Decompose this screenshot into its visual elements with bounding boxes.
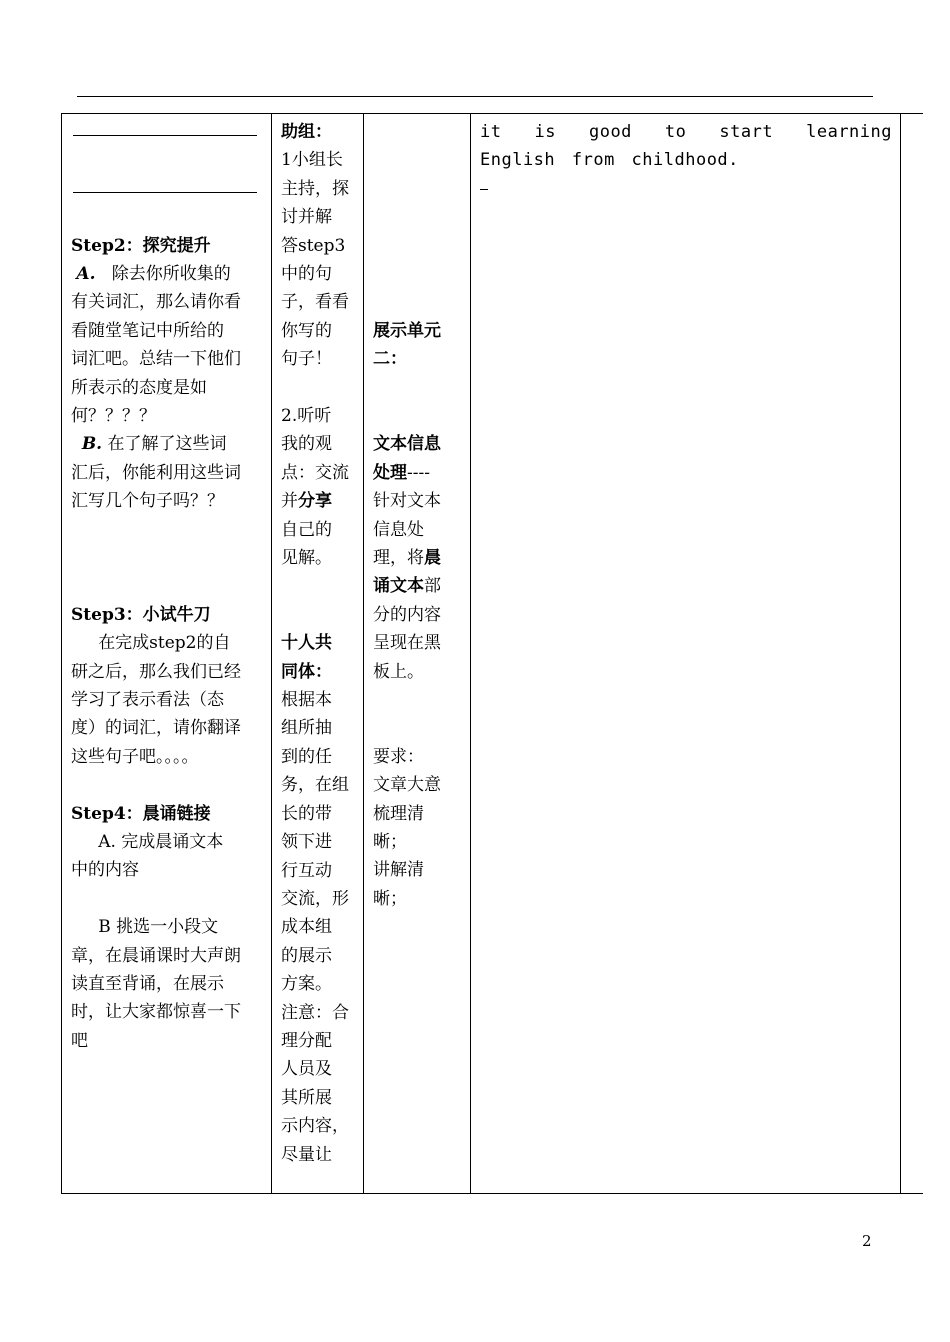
requirement-line: 文章大意 [373,775,441,796]
step4-a-line: A. 完成晨诵文本 [98,832,224,853]
share-line: 点：交流 [281,462,349,483]
step2-a-line: 有关词汇，那么请你看 [71,292,241,313]
header-rule [77,96,873,97]
column-notes [471,114,901,1194]
team-line: 示内容， [281,1116,349,1137]
requirement-line: 梳理清 [373,803,424,824]
text-processing-line: 理，将晨 [373,547,441,568]
column-group-work [272,114,364,1194]
step3-line: 研之后，那么我们已经 [71,661,241,682]
step3-heading: Step3：小试牛刀 [71,604,211,625]
step2-a-line: 词汇吧。总结一下他们 [71,349,241,370]
team-line: 组所抽 [281,718,332,739]
team-line: 尽量让 [281,1144,332,1165]
team-title: 同体： [281,661,332,682]
share-line: 并分享 [281,491,332,512]
group-line: 子，看看 [281,292,349,313]
team-line: 务，在组 [281,775,349,796]
step2-a-line: 所表示的态度是如 [71,377,207,398]
team-line: 根据本 [281,690,332,711]
step2-b-line: 汇写几个句子吗？？ [71,491,224,512]
step2-b: B. 在了解了这些词 [81,434,227,455]
requirement-line: 晰； [373,888,407,909]
column-presentation [364,114,471,1194]
text-processing-line: 诵文本部 [373,576,441,597]
team-line: 其所展 [281,1087,332,1108]
step2-a-line: 何？？？？ [71,406,156,426]
team-title: 十人共 [281,633,332,654]
team-line: 领下进 [281,832,332,853]
translation-sentence: it is good to start learning English from childhood. [480,122,892,171]
step4-b-line: 章，在晨诵课时大声朗 [71,945,241,966]
unit-two-title: 二： [373,349,407,370]
requirement-line: 晰； [373,831,407,852]
step4-b-line: B 挑选一小段文 [98,917,219,938]
lesson-table [61,113,923,1194]
text-processing-line: 分的内容 [373,604,441,625]
text-processing-line: 呈现在黑 [373,633,441,654]
team-line: 行互动 [281,860,332,881]
group-line: 你写的 [281,320,332,341]
team-line: 交流，形 [281,888,349,909]
step2-a-line: 看随堂笔记中所给的 [71,320,224,341]
team-line: 方案。 [281,974,332,995]
answer-blank-line-2[interactable] [71,175,263,203]
group-line: 1小组长 [281,150,343,171]
share-line: 我的观 [281,434,332,455]
team-line: 理分配 [281,1030,332,1051]
step3-line: 这些句子吧。。。。 [71,746,199,767]
step4-b-line: 时，让大家都惊喜一下 [71,1002,241,1023]
short-dash [480,175,488,190]
step4-a-line: 中的内容 [71,860,139,881]
step3-line: 度）的词汇，请你翻译 [71,718,241,739]
team-line: 成本组 [281,917,332,938]
group-help-heading: 助组： [281,122,332,142]
text-processing-line: 信息处 [373,519,424,540]
unit-two-title: 展示单元 [373,320,441,341]
group-line: 主持，探 [281,178,349,199]
step3-line: 在完成step2的自 [98,633,231,654]
step4-b-line: 读直至背诵，在展示 [71,974,224,995]
requirements-title: 要求： [373,746,424,767]
step3-line: 学习了表示看法（态 [71,690,224,711]
text-processing-line: 板上。 [373,661,424,682]
step4-heading: Step4：晨诵链接 [71,803,211,824]
group-line: 答step3 [281,235,346,256]
text-processing-title: 文本信息 [373,434,441,455]
column-extra [901,114,923,1194]
team-line: 的展示 [281,945,332,966]
requirement-line: 讲解清 [373,860,424,881]
team-line: 到的任 [281,746,332,767]
group-line: 中的句 [281,264,332,285]
text-processing-line: 针对文本 [373,491,441,512]
team-line: 注意：合 [281,1002,349,1023]
group-line: 句子！ [281,349,332,370]
step2-b-line: 汇后，你能利用这些词 [71,462,241,483]
team-line: 人员及 [281,1059,332,1080]
share-line: 2.听听 [281,406,332,427]
group-line: 讨并解 [281,207,332,228]
team-line: 长的带 [281,803,332,824]
step4-b-line: 吧 [71,1030,88,1051]
step2-heading: Step2：探究提升 [71,235,211,256]
answer-blank-line-1[interactable] [71,118,263,146]
share-line: 见解。 [281,548,332,569]
share-line: 自己的 [281,519,332,540]
column-student-activities [62,114,272,1194]
step2-a: A. 除去你所收集的 [76,263,231,284]
text-processing-title: 处理---- [373,462,430,483]
page-number: 2 [862,1232,872,1250]
